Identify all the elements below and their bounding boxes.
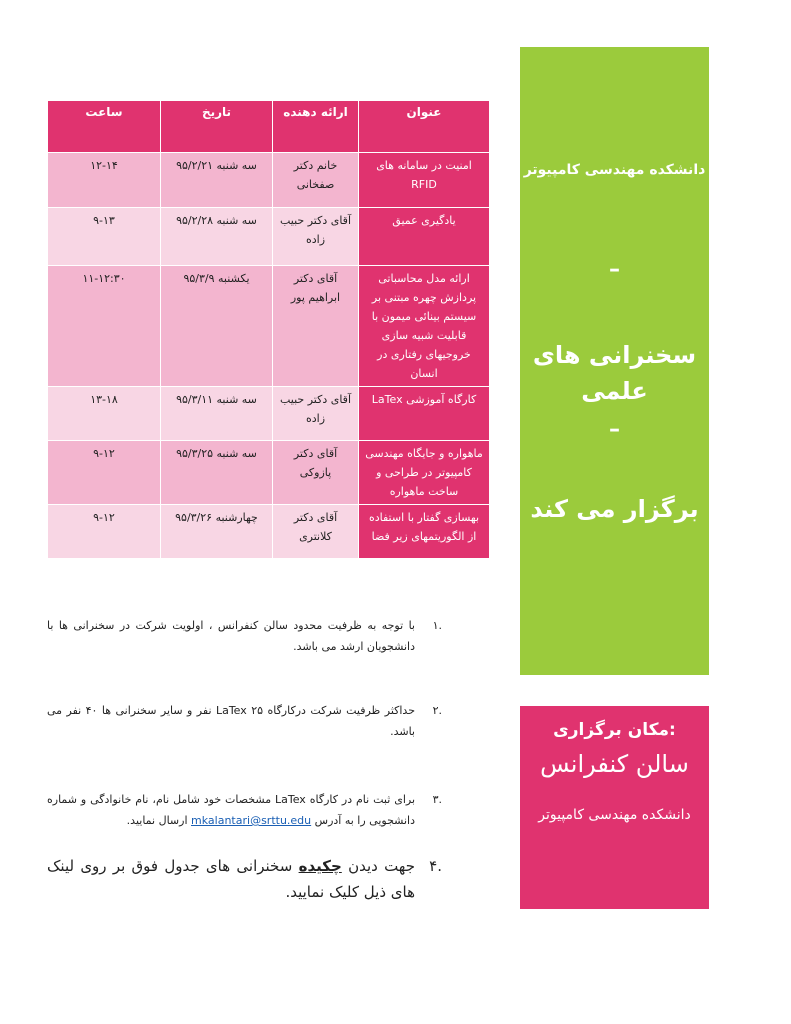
note-text: با توجه به ظرفیت محدود سالن کنفرانس ، اولویت شرکت در سخنرانی ها با دانشجویان ارشد می باشد. bbox=[47, 619, 415, 653]
note-item bbox=[47, 615, 442, 657]
row-date: یکشنبه ۹۵/۳/۹ bbox=[161, 266, 273, 387]
table-row bbox=[48, 208, 490, 266]
row-topic: امنیت در سامانه های RFID bbox=[359, 153, 490, 208]
row-time: ۹-۱۳ bbox=[48, 208, 161, 266]
note-text: سخنرانی های جدول فوق بر روی لینک های ذیل کلیک نمایید. bbox=[47, 857, 415, 901]
header-time: ساعت bbox=[48, 101, 161, 153]
row-time: ۹-۱۲ bbox=[48, 505, 161, 559]
row-topic: یادگیری عمیق bbox=[359, 208, 490, 266]
row-time: ۱۲-۱۴ bbox=[48, 153, 161, 208]
note-text: برای ثبت نام در کارگاه LaTex مشخصات خود شامل نام، نام خانوادگی و شماره دانشجویی را به آدرس bbox=[47, 793, 416, 827]
location-label: مکان برگزاری: bbox=[553, 720, 676, 740]
row-topic: کارگاه آموزشی LaTex bbox=[359, 387, 490, 441]
row-speaker: آقای دکتر حبیب زاده bbox=[273, 208, 359, 266]
row-topic: ارائه مدل محاسباتی پردازش چهره مبتنی بر سیستم بینائی میمون با قابلیت شبیه سازی خروجیهای رفتاری در انسان bbox=[359, 266, 490, 387]
table-row bbox=[48, 387, 490, 441]
location-box bbox=[520, 706, 709, 909]
row-time: ۱۳-۱۸ bbox=[48, 387, 161, 441]
header-date: تاریخ bbox=[161, 101, 273, 153]
note-number: ۱. bbox=[432, 619, 442, 632]
location-faculty: دانشکده مهندسی کامپیوتر bbox=[538, 807, 691, 823]
row-date: سه شنبه ۹۵/۳/۲۵ bbox=[161, 441, 273, 505]
table-header-row bbox=[48, 101, 490, 153]
table-row bbox=[48, 153, 490, 208]
note-item bbox=[47, 700, 442, 742]
header-topic: عنوان bbox=[359, 101, 490, 153]
row-speaker: آقای دکتر ابراهیم پور bbox=[273, 266, 359, 387]
row-topic: بهسازی گفتار با استفاده از الگوریتمهای زیر فضا bbox=[359, 505, 490, 559]
note-text: حداکثر ظرفیت شرکت درکارگاه LaTex ۲۵ نفر و سایر سخنرانی ها ۴۰ نفر می باشد. bbox=[47, 704, 416, 738]
email-link[interactable]: mkalantari@srttu.edu bbox=[191, 814, 312, 827]
note-item bbox=[47, 853, 442, 905]
location-name: سالن کنفرانس bbox=[540, 750, 689, 778]
row-date: سه شنبه ۹۵/۲/۲۸ bbox=[161, 208, 273, 266]
row-speaker: آقای دکتر پازوکی bbox=[273, 441, 359, 505]
note-number: ۴. bbox=[429, 857, 442, 875]
schedule-table bbox=[47, 100, 490, 559]
row-time: ۹-۱۲ bbox=[48, 441, 161, 505]
row-date: سه شنبه ۹۵/۲/۲۱ bbox=[161, 153, 273, 208]
event-banner bbox=[520, 47, 709, 675]
banner-title: سخنرانی های علمی bbox=[532, 341, 697, 405]
table-row bbox=[48, 505, 490, 559]
row-speaker: آقای دکتر حبیب زاده bbox=[273, 387, 359, 441]
note-number: ۳. bbox=[432, 793, 442, 806]
note-number: ۲. bbox=[432, 704, 442, 717]
table-row bbox=[48, 441, 490, 505]
banner-dash: – bbox=[609, 257, 620, 282]
note-text: جهت دیدن bbox=[348, 857, 415, 875]
banner-dash: – bbox=[609, 417, 620, 442]
banner-held: برگزار می کند bbox=[530, 495, 699, 523]
note-item bbox=[47, 789, 442, 831]
row-time: ۱۱-۱۲:۳۰ bbox=[48, 266, 161, 387]
abstract-keyword: چکیده bbox=[298, 857, 342, 875]
row-speaker: خانم دکتر صفخانی bbox=[273, 153, 359, 208]
note-text: ارسال نمایید. bbox=[126, 814, 188, 827]
row-speaker: آقای دکتر کلانتری bbox=[273, 505, 359, 559]
row-date: سه شنبه ۹۵/۳/۱۱ bbox=[161, 387, 273, 441]
table-row bbox=[48, 266, 490, 387]
row-topic: ماهواره و جایگاه مهندسی کامپیوتر در طراحی و ساخت ماهواره bbox=[359, 441, 490, 505]
header-speaker: ارائه دهنده bbox=[273, 101, 359, 153]
banner-faculty: دانشکده مهندسی کامپیوتر bbox=[523, 162, 706, 178]
row-date: چهارشنبه ۹۵/۳/۲۶ bbox=[161, 505, 273, 559]
